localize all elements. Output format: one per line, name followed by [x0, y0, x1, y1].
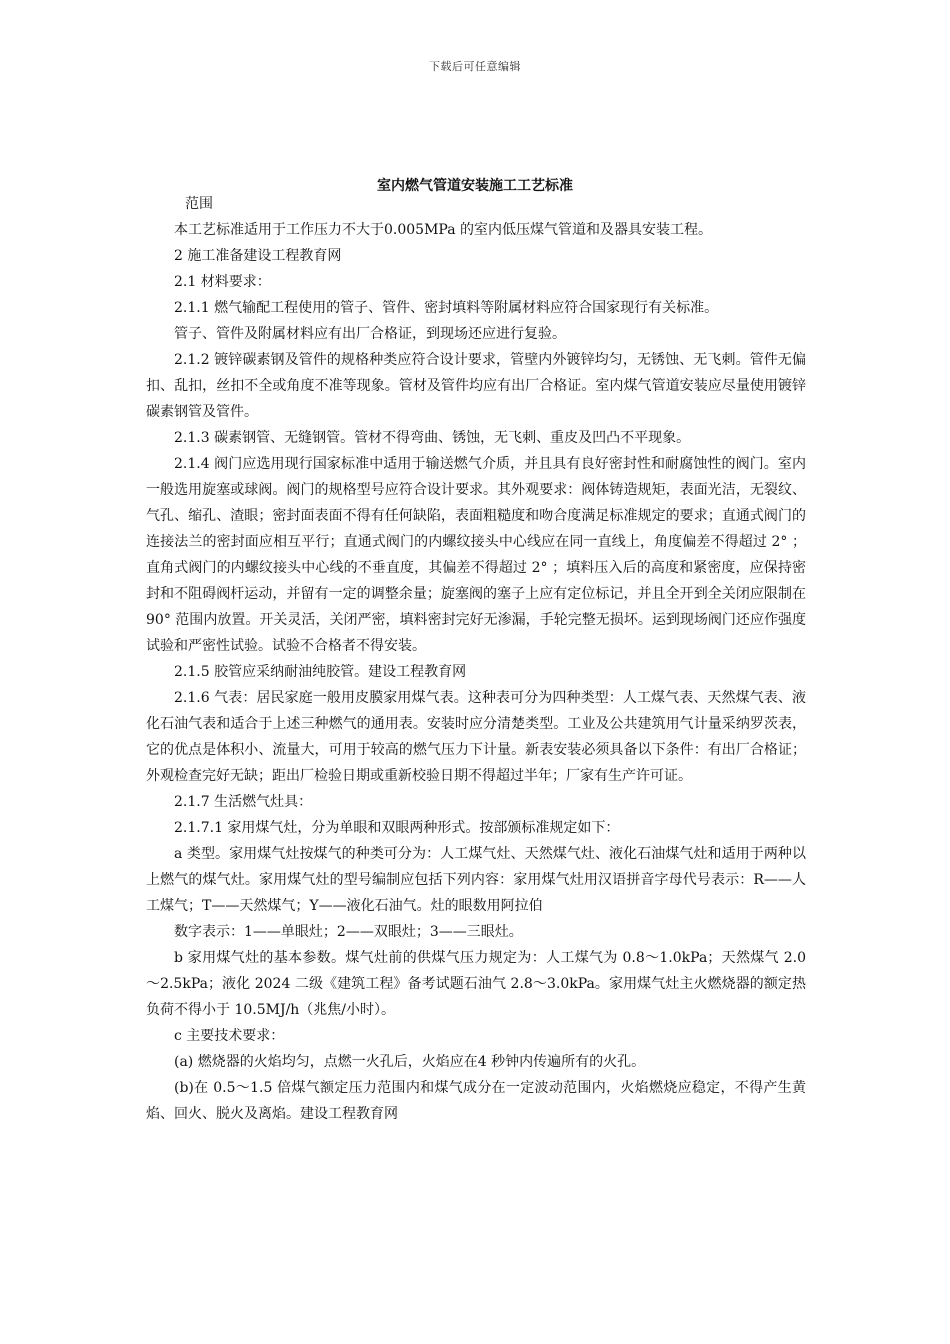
paragraph: (b)在 0.5～1.5 倍煤气额定压力范围内和煤气成分在一定波动范围内，火焰燃烧应稳定，不得产生黄焰、回火、脱火及离焰。建设工程教育网: [146, 1080, 806, 1122]
document-title: 室内燃气管道安装施工工艺标准: [377, 178, 573, 194]
paragraph: 2.1.3 碳素钢管、无缝钢管。管材不得弯曲、锈蚀，无飞刺、重皮及凹凸不平现象。: [174, 430, 691, 446]
section-heading-scope: 范围: [185, 196, 213, 212]
paragraph: b 家用煤气灶的基本参数。煤气灶前的供煤气压力规定为：人工煤气为 0.8～1.0kPa；天然煤气 2.0～2.5kPa；液化 2024 二级《建筑工程》备考试题石油气 2.8～3.0kPa。家用煤气灶主火燃烧器的额定热负荷不得小于 10.5MJ/h（兆焦/小时）。: [146, 950, 806, 1018]
paragraph: 2.1.1 燃气输配工程使用的管子、管件、密封填料等附属材料应符合国家现行有关标准。: [174, 300, 719, 316]
paragraph: 2.1.5 胶管应采纳耐油纯胶管。建设工程教育网: [174, 664, 467, 680]
paragraph: c 主要技术要求：: [174, 1028, 285, 1044]
header-note: 下载后可任意编辑: [429, 60, 521, 73]
paragraph: 数字表示：1——单眼灶；2——双眼灶；3——三眼灶。: [174, 924, 523, 940]
section-heading: 2 施工准备建设工程教育网: [174, 248, 342, 264]
paragraph: 2.1.6 气表：居民家庭一般用皮膜家用煤气表。这种表可分为四种类型：人工煤气表、天然煤气表、液化石油气表和适合于上述三种燃气的通用表。安装时应分清楚类型。工业及公共建筑用气计量采纳罗茨表，它的优点是体积小、流量大，可用于较高的燃气压力下计量。新表安装必须具备以下条件：有出厂合格证；外观检查完好无缺；距出厂检验日期或重新校验日期不得超过半年；厂家有生产许可证。: [146, 690, 806, 784]
paragraph: 管子、管件及附属材料应有出厂合格证，到现场还应进行复验。: [174, 326, 566, 342]
paragraph: 2.1.7.1 家用煤气灶，分为单眼和双眼两种形式。按部颁标准规定如下：: [174, 820, 620, 836]
section-heading: 2.1.7 生活燃气灶具：: [174, 794, 313, 810]
section-heading: 2.1 材料要求：: [174, 274, 271, 290]
paragraph: 2.1.2 镀锌碳素钢及管件的规格种类应符合设计要求，管壁内外镀锌均匀，无锈蚀、无飞刺。管件无偏扣、乱扣，丝扣不全或角度不准等现象。管材及管件均应有出厂合格证。室内煤气管道安装应尽量使用镀锌碳素钢管及管件。: [146, 352, 806, 420]
paragraph: a 类型。家用煤气灶按煤气的种类可分为：人工煤气灶、天然煤气灶、液化石油煤气灶和适用于两种以上燃气的煤气灶。家用煤气灶的型号编制应包括下列内容：家用煤气灶用汉语拼音字母代号表示：R——人工煤气；T——天然煤气；Y——液化石油气。灶的眼数用阿拉伯: [146, 846, 806, 914]
paragraph: 2.1.4 阀门应选用现行国家标准中适用于输送燃气介质，并且具有良好密封性和耐腐蚀性的阀门。室内一般选用旋塞或球阀。阀门的规格型号应符合设计要求。其外观要求：阀体铸造规矩，表面光洁，无裂纹、气孔、缩孔、渣眼；密封面表面不得有任何缺陷，表面粗糙度和吻合度满足标准规定的要求；直通式阀门的连接法兰的密封面应相互平行；直通式阀门的内螺纹接头中心线应在同一直线上，角度偏差不得超过 2° ；直角式阀门的内螺纹接头中心线的不垂直度，其偏差不得超过 2° ；填料压入后的高度和紧密度，应保持密封和不阻碍阀杆运动，并留有一定的调整余量；旋塞阀的塞子上应有定位标记，并且全开到全关闭应限制在 90° 范围内放置。开关灵活，关闭严密，填料密封完好无渗漏，手轮完整无损坏。运到现场阀门还应作强度试验和严密性试验。试验不合格者不得安装。: [146, 456, 806, 654]
paragraph: (a) 燃烧器的火焰均匀，点燃一火孔后，火焰应在4 秒钟内传遍所有的火孔。: [174, 1054, 646, 1070]
paragraph: 本工艺标准适用于工作压力不大于0.005MPa 的室内低压煤气管道和及器具安装工程。: [174, 222, 712, 238]
document-body: [146, 191, 806, 1127]
